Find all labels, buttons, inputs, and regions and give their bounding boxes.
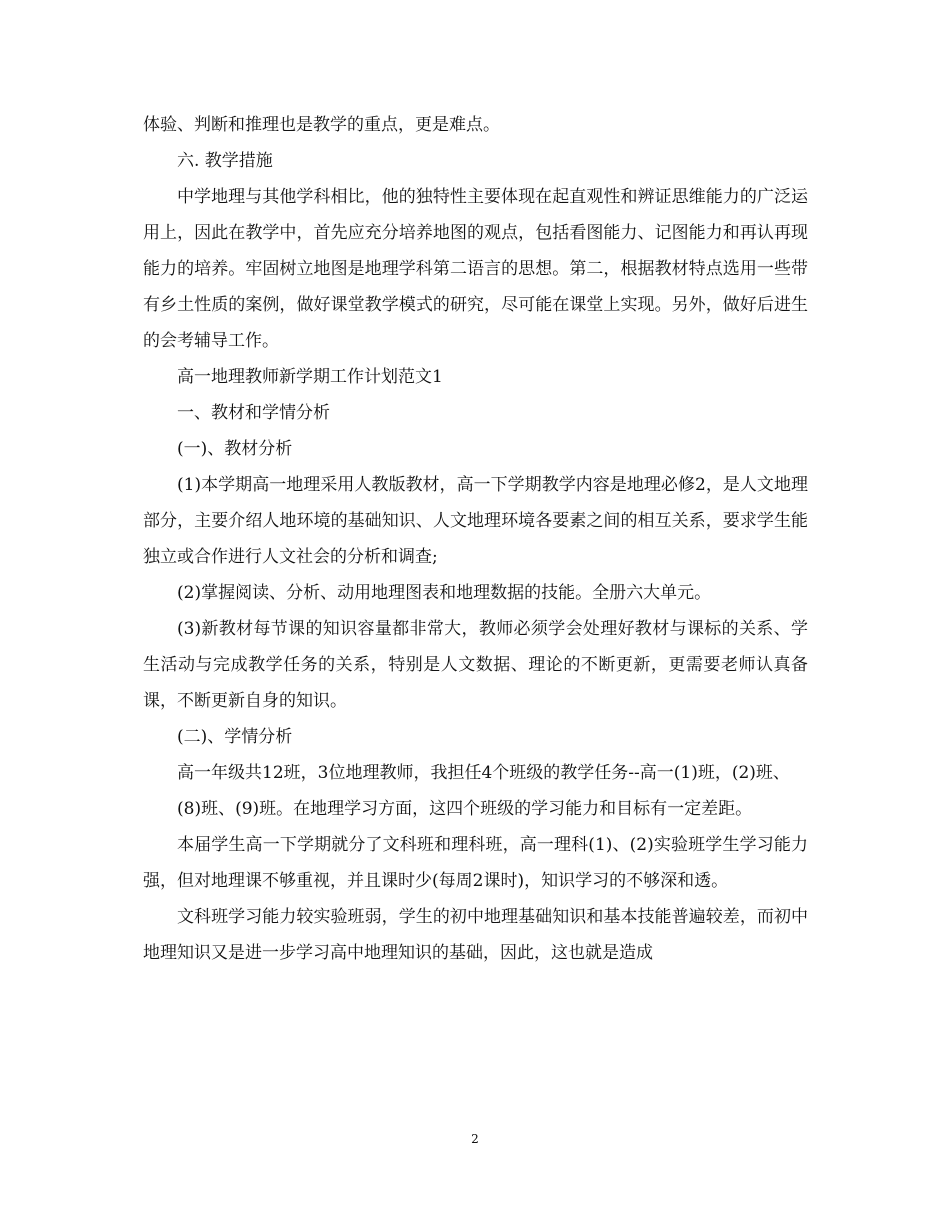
page-number: 2 [471,1132,479,1146]
section-heading-teaching-measures: 六. 教学措施 [177,151,273,171]
paragraph: (8)班、(9)班。在地理学习方面，这四个班级的学习能力和目标有一定差距。 [177,799,753,819]
paragraph: (3)新教材每节课的知识容量都非常大，教师必须学会处理好教材与课标的关系、学生活动与完成教学任务的关系，特别是人文数据、理论的不断更新，更需要老师认真备课，不断更新自身的知识。 [143,619,808,711]
subsection-heading-students: (二)、学情分析 [177,727,293,747]
paragraph: (1)本学期高一地理采用人教版教材，高一下学期教学内容是地理必修2，是人文地理部分，主要介绍人地环境的基础知识、人文地理环境各要素之间的相互关系，要求学生能独立或合作进行人文社会的分析和调查; [143,475,808,567]
paragraph: 高一年级共12班，3位地理教师，我担任4个班级的教学任务--高一(1)班，(2)班、 [177,763,790,783]
subsection-heading-textbook: (一)、教材分析 [177,439,293,459]
section-heading-analysis: 一、教材和学情分析 [177,403,330,423]
paragraph: 文科班学习能力较实验班弱，学生的初中地理基础知识和基本技能普遍较差，而初中地理知识又是进一步学习高中地理知识的基础，因此，这也就是造成 [143,907,808,963]
document-body [143,107,808,971]
paragraph: 本届学生高一下学期就分了文科班和理科班，高一理科(1)、(2)实验班学生学习能力强，但对地理课不够重视，并且课时少(每周2课时)，知识学习的不够深和透。 [143,835,808,891]
document-title: 高一地理教师新学期工作计划范文1 [177,367,443,387]
paragraph: (2)掌握阅读、分析、动用地理图表和地理数据的技能。全册六大单元。 [177,583,712,603]
paragraph: 中学地理与其他学科相比，他的独特性主要体现在起直观性和辨证思维能力的广泛运用上，因此在教学中，首先应充分培养地图的观点，包括看图能力、记图能力和再认再现能力的培养。牢固树立地图是地理学科第二语言的思想。第二，根据教材特点选用一些带有乡土性质的案例，做好课堂教学模式的研究，尽可能在课堂上实现。另外，做好后进生的会考辅导工作。 [143,187,808,351]
paragraph: 体验、判断和推理也是教学的重点，更是难点。 [143,115,500,135]
